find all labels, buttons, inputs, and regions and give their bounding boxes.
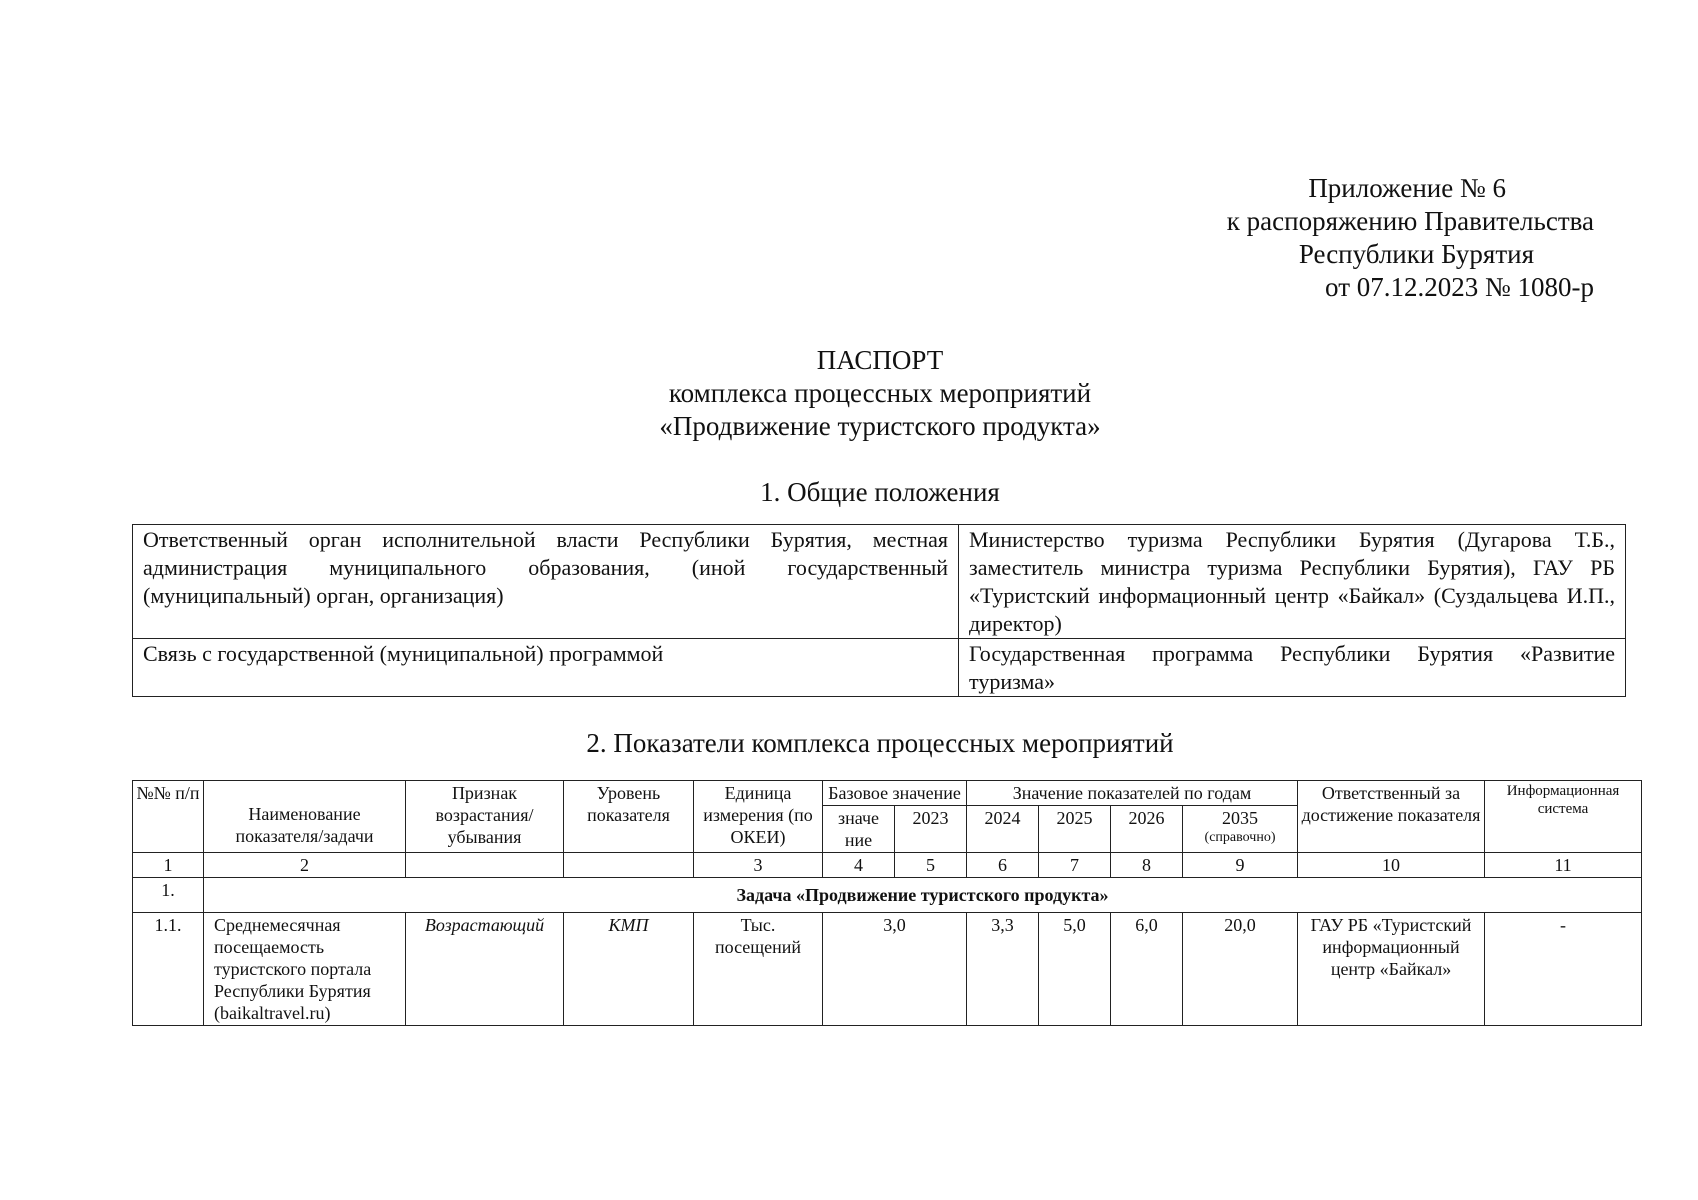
col-number: 10 [1298,853,1485,878]
col-number [564,853,694,878]
col-number [406,853,564,878]
header-num: №№ п/п [133,781,204,853]
header-base-value: значе ние [823,806,895,853]
col-number: 9 [1183,853,1298,878]
task-num: 1. [133,878,204,913]
header-trend: Признак возрастания/ убывания [406,781,564,853]
appendix-reference: к распоряжению Правительства [1226,206,1594,236]
appendix-republic: Республики Бурятия [1298,239,1534,269]
program-link-value: Государственная программа Республики Бурятия «Развитие туризма» [959,639,1626,697]
indicators-table [132,780,1642,1026]
col-number: 5 [895,853,967,878]
header-2024: 2024 [967,806,1039,853]
document-title [0,344,1698,443]
title-subtitle: комплекса процессных мероприятий [668,378,1092,408]
header-infosys: Информационная система [1485,781,1642,853]
row-2024: 3,3 [967,913,1039,1026]
row-trend: Возрастающий [406,913,564,1026]
header-2035-note: (справочно) [1204,830,1276,845]
appendix-date: от 07.12.2023 № 1080-р [1325,272,1594,302]
task-row [133,878,1642,913]
row-base: 3,0 [823,913,967,1026]
appendix-number: Приложение № 6 [1308,173,1506,203]
row-2026: 6,0 [1111,913,1183,1026]
general-provisions-table [132,524,1626,697]
col-number: 3 [694,853,823,878]
section2-heading: 2. Показатели комплекса процессных мероприятий [586,728,1174,758]
row-level: КМП [564,913,694,1026]
header-responsible: Ответственный за достижение показателя [1298,781,1485,853]
header-unit: Единица измерения (по ОКЕИ) [694,781,823,853]
program-link-label: Связь с государственной (муниципальной) программой [133,639,959,697]
row-infosys: - [1485,913,1642,1026]
task-label: Задача «Продвижение туристского продукта» [204,878,1642,913]
header-level: Уровень показателя [564,781,694,853]
header-row [133,781,1642,806]
row-2025: 5,0 [1039,913,1111,1026]
col-number: 7 [1039,853,1111,878]
appendix-header [1154,172,1594,304]
responsible-label: Ответственный орган исполнительной власти Республики Бурятия, местная администрация муниципального образования, (иной государственный (муниципальный) орган, организация) [133,525,959,639]
col-number: 11 [1485,853,1642,878]
row-unit: Тыс. посещений [694,913,823,1026]
header-2026: 2026 [1111,806,1183,853]
column-number-row [133,853,1642,878]
table-row [133,913,1642,1026]
row-num: 1.1. [133,913,204,1026]
table-row [133,525,1626,639]
section1-heading: 1. Общие положения [760,477,1000,507]
col-number: 8 [1111,853,1183,878]
title-program: «Продвижение туристского продукта» [659,411,1101,441]
header-years: Значение показателей по годам [967,781,1298,806]
header-base-year: 2023 [895,806,967,853]
title-passport: ПАСПОРТ [816,345,944,375]
col-number: 4 [823,853,895,878]
header-base: Базовое значение [823,781,967,806]
header-2035-year: 2035 [1222,808,1259,828]
col-number: 2 [204,853,406,878]
table-row [133,639,1626,697]
responsible-value: Министерство туризма Республики Бурятия (Дугарова Т.Б., заместитель министра туризма Республики Бурятия), ГАУ РБ «Туристский информационный центр «Байкал» (Суздальцева И.П., директор) [959,525,1626,639]
header-2035 [1183,806,1298,853]
row-2035: 20,0 [1183,913,1298,1026]
col-number: 6 [967,853,1039,878]
col-number: 1 [133,853,204,878]
row-name: Среднемесячная посещаемость туристского портала Республики Бурятия (baikaltravel.ru) [204,913,406,1026]
header-2025: 2025 [1039,806,1111,853]
row-responsible: ГАУ РБ «Туристский информационный центр «Байкал» [1298,913,1485,1026]
header-name: Наименование показателя/задачи [204,781,406,853]
